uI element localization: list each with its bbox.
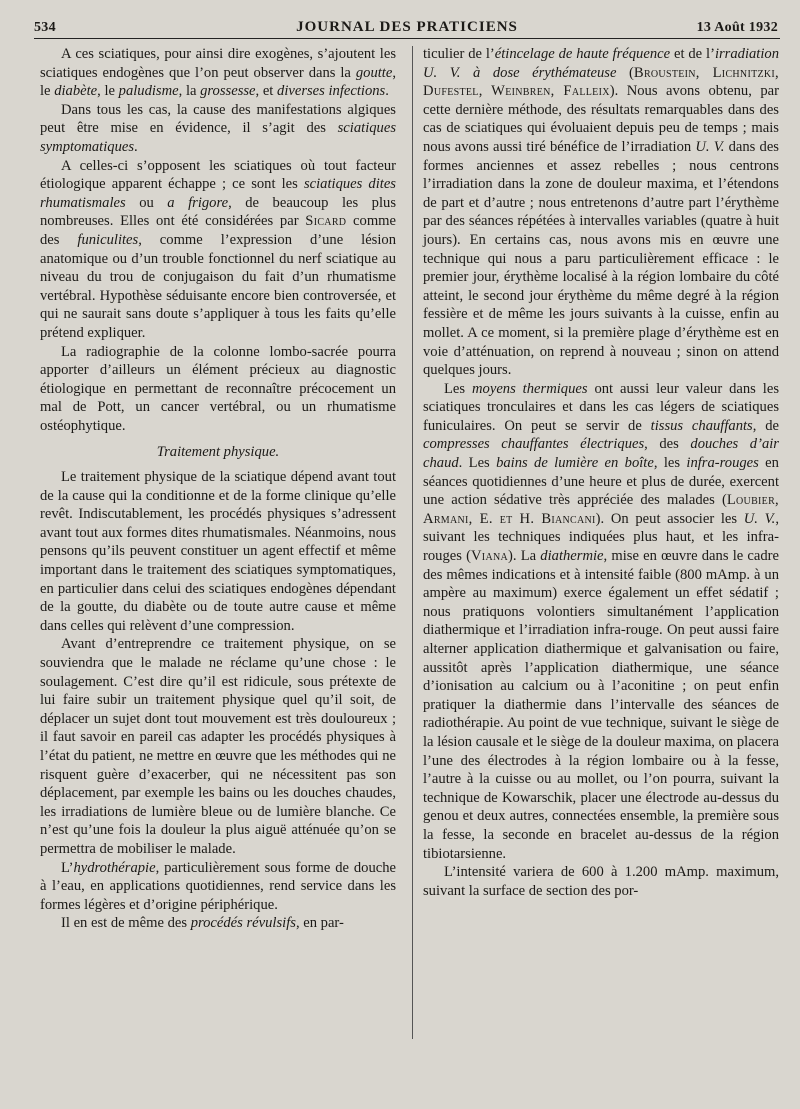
right-column — [423, 45, 779, 900]
text-run: ( — [616, 64, 634, 81]
text-run: , le — [40, 64, 396, 100]
text-run: , et — [255, 83, 278, 100]
paragraph — [40, 101, 396, 157]
paragraph — [40, 859, 396, 915]
text-run: , la — [178, 83, 201, 100]
text-run: ). On peut associer les — [595, 510, 744, 527]
paragraph — [40, 157, 396, 343]
italic-run: étincelage de haute fréquence — [494, 46, 671, 62]
text-run: , comme l’expression d’une lésion anatomique ou d’un trouble fonctionnel du nerf sciatique au niveau du trou de conjugaison du fait d’un rhumatisme vertébral. Hypothèse séduisante encore bien controversée, et qui ne saurait sans doute s’appliquer à tous les faits qu’elle prétend expliquer. — [40, 231, 396, 341]
italic-run: goutte — [355, 64, 393, 81]
column-divider — [412, 46, 413, 1039]
header-rule — [34, 38, 780, 39]
paragraph — [40, 914, 396, 933]
author-names: Viana — [470, 548, 509, 565]
italic-run: procédés révulsifs — [190, 915, 296, 932]
text-run: , particulièrement sous forme de douche à l’eau, en applications quotidiennes, rend service dans les formes légères et d’origine périphérique. — [40, 859, 396, 913]
paragraph — [40, 343, 396, 436]
paragraph — [423, 863, 779, 900]
italic-run: diverses infections — [277, 83, 386, 100]
text-run: , des — [644, 436, 691, 453]
text-run: . — [134, 138, 138, 155]
italic-run: grossesse — [200, 83, 256, 100]
italic-run: douches d’air chaud — [423, 436, 779, 472]
text-run: La radiographie de la colonne lombo-sacrée pourra apporter d’ailleurs un élément précieux au diagnostic étiologique en permettant de reconnaître précocement un mal de Pott, un cancer vertébral, ou un rhumatisme ostéophytique. — [40, 343, 396, 434]
italic-run: U. V. — [695, 138, 725, 155]
text-run: Il en est de même des — [61, 915, 191, 932]
text-run: , de — [752, 417, 780, 434]
text-run: ). La — [508, 548, 541, 565]
text-run: , le — [97, 83, 119, 100]
text-run: et de l’ — [670, 46, 715, 62]
italic-run: paludisme — [118, 83, 179, 100]
text-run: L’intensité variera de 600 à 1.200 mAmp. maximum, suivant la surface de section des por- — [423, 864, 779, 899]
text-run: L’ — [61, 859, 74, 876]
italic-run: diathermie — [540, 548, 604, 565]
text-run: A ces sciatiques, pour ainsi dire exogènes, s’ajoutent les sciatiques endogènes que l’on peut observer dans la — [40, 46, 396, 81]
text-run: dans des formes anciennes et assez rebelles ; nous centrons l’irradiation dans la zone de douleur maxima, et l’étendons de part et d’autre ; nous entretenons d’autre part l’érythème par des séances répétées à intervalles variables (quatre à huit jours). En certains cas, nous avons mis en œuvre une technique qui nous a paru particulièrement efficace : le premier jour, érythème localisé à la région lombaire du côté atteint, le second jour érythème du même degré à la région fessière et de même les jours suivants à la cuisse, enfin au mollet. A ce moment, si la première plage d’érythème est en voie d’atténuation, on reprend à nouveau ; sinon on attend quelques jours. — [423, 138, 779, 379]
issue-date: 13 Août 1932 — [696, 20, 778, 35]
paragraph — [40, 45, 396, 101]
page-number: 534 — [34, 20, 56, 35]
text-run: , les — [653, 455, 687, 472]
italic-run: funiculites — [77, 231, 139, 248]
paragraph — [40, 468, 396, 635]
italic-run: U. V. — [743, 510, 776, 527]
text-run: ). Nous avons obtenu, par cette dernière méthode, des résultats remarquables dans des cas de sciatiques qui évoluaient depuis peu de temps ; mais nous avons aussi tiré bénéfice de l’irradiation — [423, 83, 779, 155]
italic-run: hydrothérapie — [73, 859, 156, 876]
journal-title: JOURNAL DES PRATICIENS — [296, 19, 518, 35]
text-run: Dans tous les cas, la cause des manifestations algiques peut être mise en évidence, il s’agit des — [40, 101, 396, 137]
text-run: ou — [125, 194, 168, 211]
section-heading: Traitement physique. — [156, 444, 280, 461]
paragraph — [40, 635, 396, 858]
text-run: ont aussi leur valeur dans les sciatiques tronculaires et dans les cas légers de sciatiques funiculaires. On peut se servir de — [423, 380, 779, 434]
page-header — [34, 14, 780, 44]
text-run: Les — [444, 380, 472, 397]
author-names: Broustein, Lichnitzki, Dufestel, Weinbren, Falleix — [423, 64, 780, 100]
text-run: en séances quotidiennes d’une heure et plus de durée, exercent une action sédative très appréciée des malades ( — [423, 455, 779, 509]
left-column — [40, 45, 396, 933]
italic-run: sciatiques dites rhumatismales — [40, 176, 396, 211]
text-run: . — [385, 83, 389, 100]
paragraph — [423, 380, 779, 863]
italic-run: irradiation U. V. à dose érythémateuse — [423, 46, 779, 81]
italic-run: moyens thermiques — [472, 380, 588, 397]
italic-run: infra-rouges — [686, 455, 759, 472]
text-run: Le traitement physique de la sciatique dépend avant tout de la cause qui la conditionne et de la forme clinique qu’elle revêt. Indiscutablement, les procédés physiques s’adressent avant tout aux formes dites rhumatismales. Néanmoins, nous pensons qu’ils peuvent constituer un agent effectif et même important dans le traitement des sciatiques symptomatiques, en particulier dans celui des sciatiques endogènes dépendant de la goutte, du diabète ou de toute autre cause et même dans celles qui relèvent d’une compression. — [40, 469, 396, 634]
text-run: . Les — [458, 455, 497, 472]
italic-run: diabète — [54, 83, 98, 100]
text-run: A celles-ci s’opposent les sciatiques où tout facteur étiologique apparent échappe ; ce sont les — [40, 157, 396, 193]
text-run: , suivant les techniques indiquées plus haut, et les infra-rouges ( — [423, 510, 779, 565]
paragraph — [423, 45, 779, 380]
text-run: , de beaucoup les plus nombreuses. Elles ont été considérées par — [40, 194, 397, 230]
italic-run: compresses chauffantes électriques — [423, 436, 645, 453]
text-run: Avant d’entreprendre ce traitement physique, on se souviendra que le malade ne réclame qu’une chose : le soulagement. C’est dire qu’il est ridicule, sous prétexte de lui faire subir un traitement physique quel qu’il soit, de déplacer un sujet dont tout mouvement est très douloureux ; il faut savoir en pareil cas adapter les procédés physiques à l’état du patient, ne mettre en œuvre que les méthodes qui ne risquent guère d’exacerber, qui ne nécessitent pas son déplacement, par exemple les bains ou les douches chaudes, les irradiations de lumière bleue ou de lumière blanche. Ce n’est qu’une fois la douleur la plus aiguë atténuée qu’on se permettra de mobiliser le malade. — [40, 636, 396, 857]
italic-run: a frigore — [167, 194, 229, 211]
text-run: , mise en œuvre dans le cadre des mêmes indications et à intensité faible (800 mAmp. à un ampère au maximum) exerce également un effet sédatif ; nous pratiquons volontiers simultanément l’application diathermique et l’irradiation infra-rouge. On peut aussi faire alterner application diathermique et galvanisation ou faire, aussitôt après l’application diathermique, une séance d’ionisation au calcium ou à l’aconitine ; on peut enfin pratiquer la diathermie dans l’intervalle des séances de radiothérapie. Au point de vue technique, suivant le siège de la lésion causale et le siège de la douleur maxima, on placera l’une des électrodes à la région lombaire ou à la fesse, l’autre à la cuisse ou au mollet, ou l’on pourra, suivant la technique de Kowarschik, placer une électrode au-dessus du genou et deux autres, connectées ensemble, la première sous la fesse, la seconde en bracelet au-dessus de la région tibiotarsienne. — [423, 548, 779, 862]
author-names: Loubier, Armani, E. et H. Biancani — [423, 492, 779, 527]
text-run: , en par- — [295, 915, 344, 932]
italic-run: sciatiques symptomatiques — [40, 120, 396, 155]
author-names: Sicard — [305, 213, 347, 230]
italic-run: bains de lumière en boîte — [496, 455, 654, 472]
italic-run: tissus chauffants — [650, 417, 753, 434]
text-run: comme des — [40, 213, 396, 248]
text-run: ticulier de l’ — [423, 46, 495, 62]
